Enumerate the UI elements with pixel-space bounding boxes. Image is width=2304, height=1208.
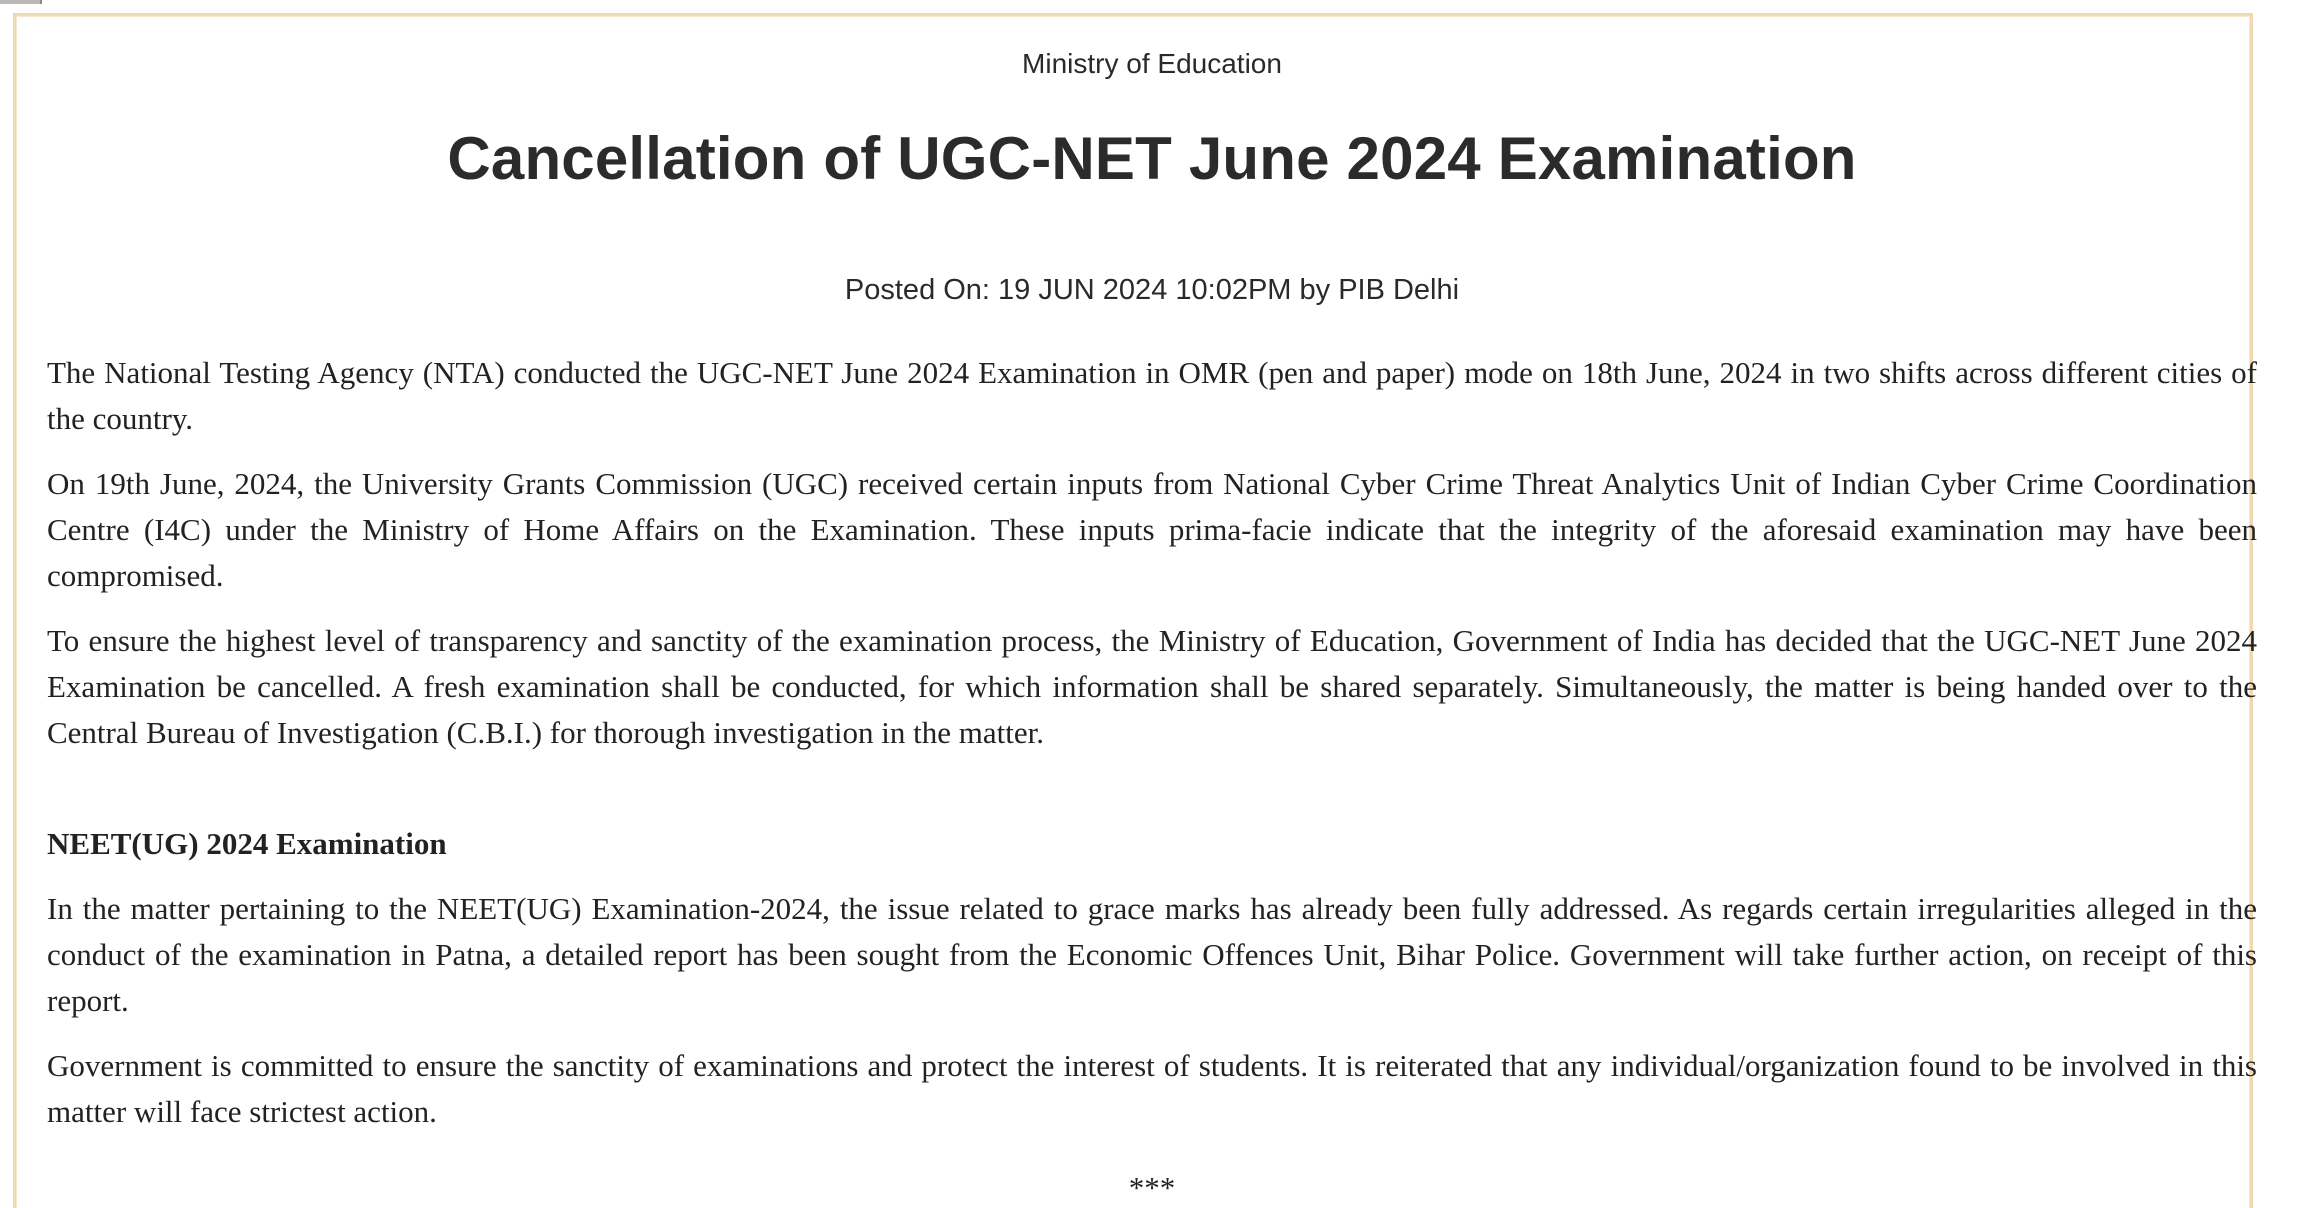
paragraph-neet-grace-marks: In the matter pertaining to the NEET(UG) Examination-2024, the issue related to grace marks has already been fully addressed. As regards certain irregularities alleged in the conduct of the examination in Patna, a detailed report has been sought from the Economic Offences Unit, Bihar Police. Government will take further action, on receipt of this report. <box>47 891 2257 1018</box>
release-body <box>47 350 2257 1154</box>
window-corner-handle <box>0 0 42 4</box>
paragraph-nta-exam: The National Testing Agency (NTA) conducted the UGC-NET June 2024 Examination in OMR (pen and paper) mode on 18th June, 2024 in two shifts across different cities of the country. <box>47 355 2257 436</box>
section-spacer <box>47 775 2257 821</box>
page-title: Cancellation of UGC-NET June 2024 Examination <box>447 125 1857 192</box>
paragraph-cancellation: To ensure the highest level of transparency and sanctity of the examination process, the Ministry of Education, Government of India has decided that the UGC-NET June 2024 Examination be cancelled. A fresh examination shall be conducted, for which information shall be shared separately. Simultaneously, the matter is being handed over to the Central Bureau of Investigation (C.B.I.) for thorough investigation in the matter. <box>47 623 2257 750</box>
section-heading-neet: NEET(UG) 2024 Examination <box>47 826 447 861</box>
end-mark: *** <box>1128 1170 1176 1205</box>
paragraph-ugc-inputs: On 19th June, 2024, the University Grants Commission (UGC) received certain inputs from National Cyber Crime Threat Analytics Unit of Indian Cyber Crime Coordination Centre (I4C) under the Ministry of Home Affairs on the Examination. These inputs prima-facie indicate that the integrity of the aforesaid examination may have been compromised. <box>47 466 2257 593</box>
posted-on-line: Posted On: 19 JUN 2024 10:02PM by PIB Delhi <box>844 274 1460 306</box>
ministry-name: Ministry of Education <box>1022 48 1282 79</box>
paragraph-government-commitment: Government is committed to ensure the sanctity of examinations and protect the interest of students. It is reiterated that any individual/organization found to be involved in this matter will face strictest action. <box>47 1048 2257 1129</box>
